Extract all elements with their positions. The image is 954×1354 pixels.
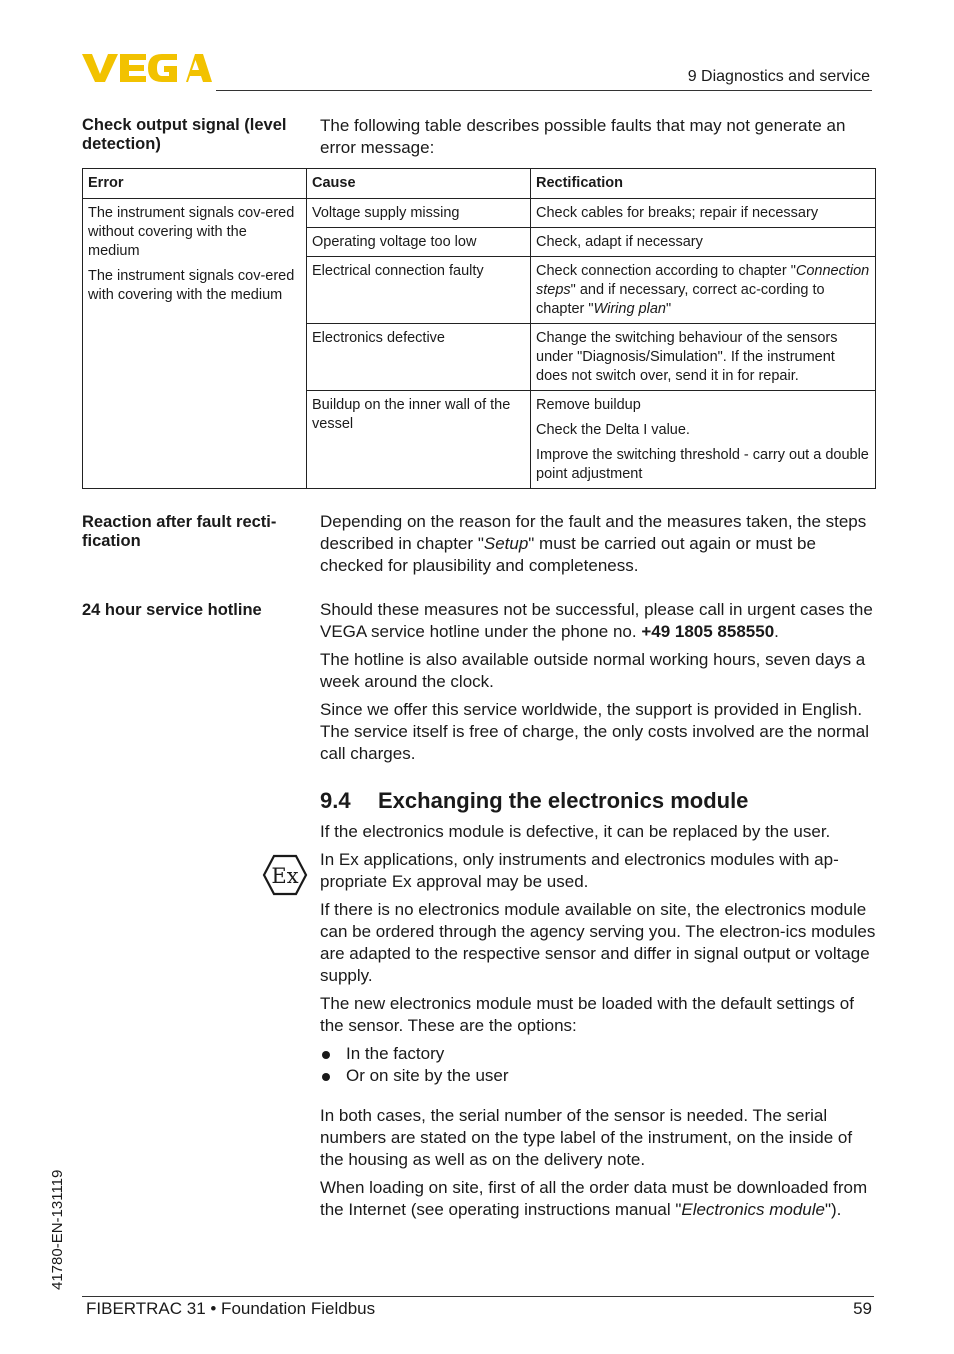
footer-rule: [82, 1296, 874, 1297]
hotline-label: 24 hour service hotline: [82, 601, 262, 619]
chapter-ref: Connection steps: [536, 263, 870, 298]
options-list: [320, 1043, 880, 1087]
section-paragraph: If the electronics module is defective, it can be replaced by the user.: [320, 822, 831, 841]
fix-cell: Check cables for breaks; repair if necessary: [531, 199, 876, 228]
section-number: 9.4: [320, 788, 351, 813]
footer-product: FIBERTRAC 31 • Foundation Fieldbus: [86, 1299, 376, 1318]
fix-cell: Check, adapt if necessary: [531, 228, 876, 257]
section-paragraph: In both cases, the serial number of the sensor is needed. The serial numbers are stated on the type label of the instrument, on the inside of the housing as well as on the delivery note.: [320, 1106, 853, 1169]
check-output-intro: The following table describes possible faults that may not generate an error message:: [320, 116, 846, 157]
fix-cell: [531, 391, 876, 489]
section-header: 9 Diagnostics and service: [687, 68, 870, 85]
fix-item: Improve the switching threshold - carry out a double point adjustment: [536, 447, 869, 482]
header-cause: Cause: [307, 169, 531, 199]
error-cell: [83, 199, 307, 489]
header-rule: [216, 90, 872, 91]
section-paragraph: When loading on site, first of all the order data must be downloaded from the Internet (see operating instructions manual "Electronics module").: [320, 1178, 868, 1219]
table-header-row: [83, 169, 876, 199]
list-item: Or on site by the user: [320, 1065, 880, 1087]
cause-cell: Electrical connection faulty: [307, 257, 531, 324]
cause-cell: Operating voltage too low: [307, 228, 531, 257]
vega-logo: [82, 52, 212, 84]
chapter-ref: Wiring plan: [593, 301, 666, 317]
document-number: 41780-EN-131119: [49, 1169, 66, 1290]
page-number: 59: [853, 1299, 872, 1318]
ex-approval-icon: [262, 854, 308, 896]
fault-table: [82, 168, 876, 489]
hotline-paragraph: Since we offer this service worldwide, the support is provided in English. The service itself is free of charge, the only costs involved are the normal call charges.: [320, 700, 869, 763]
header-error: Error: [83, 169, 307, 199]
reaction-label: Reaction after fault recti-fication: [82, 513, 277, 550]
fix-cell: Check connection according to chapter "Connection steps" and if necessary, correct ac-cording to chapter "Wiring plan": [531, 257, 876, 324]
hotline-phone: +49 1805 858550: [641, 622, 775, 641]
section-title: Exchanging the electronics module: [378, 788, 749, 813]
fix-item: Remove buildup: [536, 397, 641, 413]
error-item: The instrument signals cov-ered with covering with the medium: [88, 268, 295, 303]
section-paragraph: In Ex applications, only instruments and electronics modules with ap-propriate Ex approval may be used.: [320, 850, 839, 891]
reaction-text: Depending on the reason for the fault and the measures taken, the steps described in chapter "Setup" must be carried out again or must be checked for plausibility and completeness.: [320, 512, 867, 575]
section-paragraph: The new electronics module must be loaded with the default settings of the sensor. These are the options:: [320, 994, 854, 1035]
fix-cell: Change the switching behaviour of the sensors under "Diagnosis/Simulation". If the instrument does not switch over, send it in for repair.: [531, 324, 876, 391]
table-row: [83, 199, 876, 228]
hotline-paragraph: The hotline is also available outside normal working hours, seven days a week around the clock.: [320, 650, 866, 691]
cause-cell: Buildup on the inner wall of the vessel: [307, 391, 531, 489]
hotline-paragraph: Should these measures not be successful, please call in urgent cases the VEGA service hotline under the phone no. +49 1805 858550.: [320, 600, 873, 641]
check-output-label: Check output signal (level detection): [82, 116, 287, 153]
chapter-ref: Setup: [483, 534, 529, 553]
header-rectification: Rectification: [531, 169, 876, 199]
section94-body: [320, 821, 880, 1227]
cause-cell: Electronics defective: [307, 324, 531, 391]
svg-text:Ex: Ex: [271, 864, 299, 888]
section-paragraph: If there is no electronics module available on site, the electronics module can be ordered through the agency serving you. The electron-ics modules are adapted to the respective sensor and differ in signal output or voltage supply.: [320, 900, 876, 985]
fix-item: Check the Delta I value.: [536, 422, 690, 438]
manual-ref: Electronics module: [681, 1200, 825, 1219]
error-item: The instrument signals cov-ered without covering with the medium: [88, 205, 295, 259]
section-heading: [320, 788, 748, 814]
cause-cell: Voltage supply missing: [307, 199, 531, 228]
list-item: In the factory: [320, 1043, 880, 1065]
hotline-text: [320, 599, 880, 771]
